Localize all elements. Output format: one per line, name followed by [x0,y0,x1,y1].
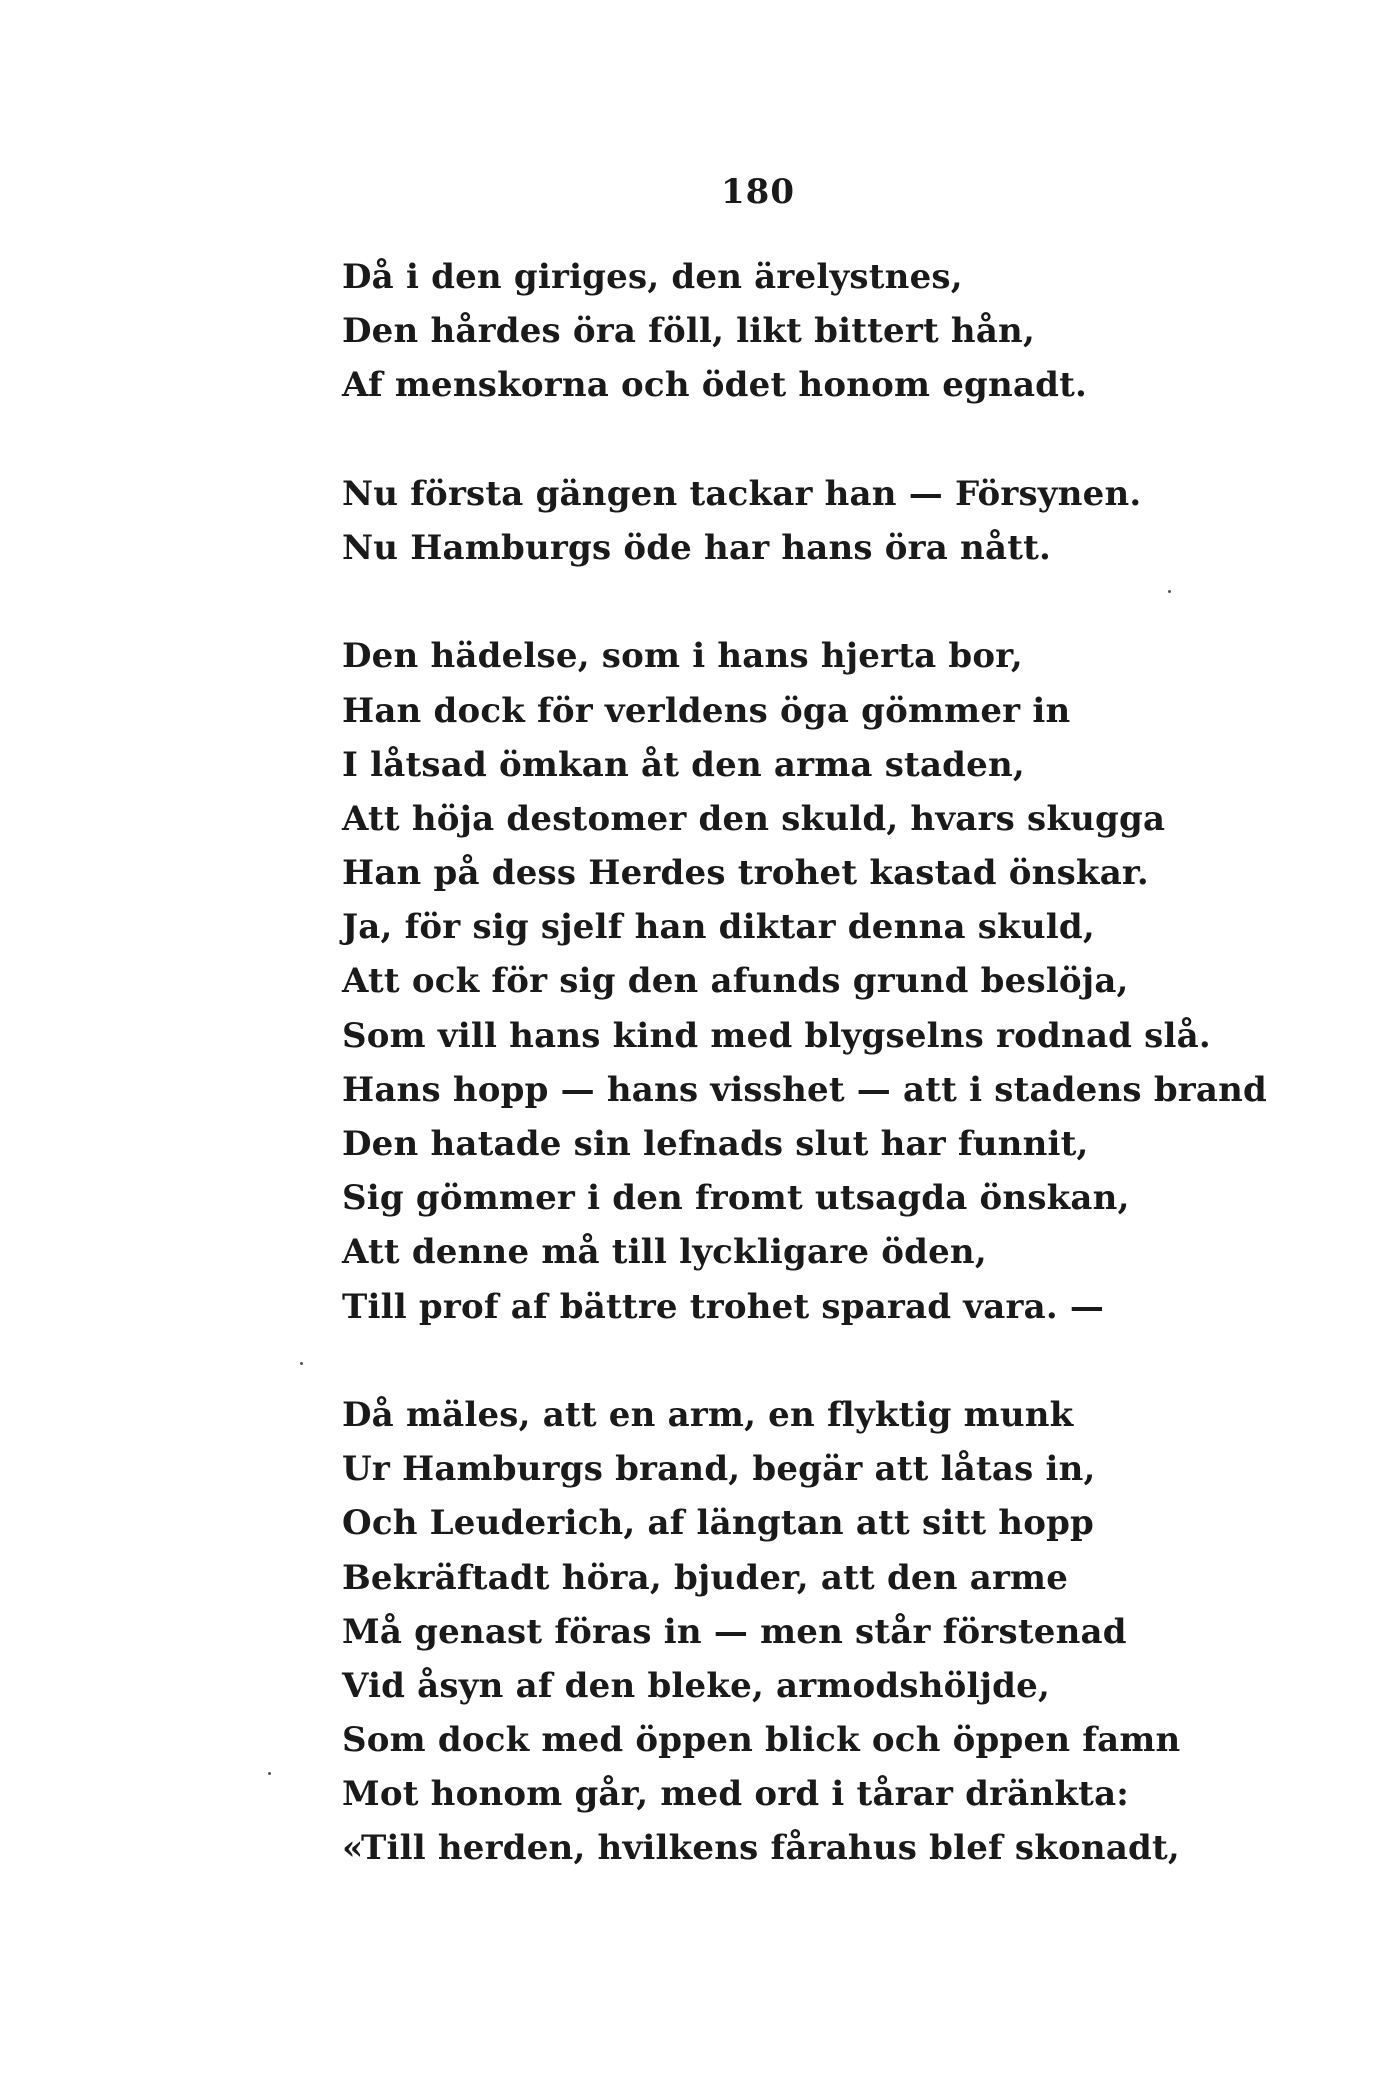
verse-line: Att denne må till lyckligare öden, [342,1232,987,1273]
verse-line: Af menskorna och ödet honom egnadt. [342,365,1088,406]
verse-line: Ja, för sig sjelf han diktar denna skuld, [342,907,1095,948]
stanza-2 [342,467,1342,575]
verse-line: Han dock för verldens öga gömmer in [342,690,1071,731]
verse-line: Som dock med öppen blick och öppen famn [342,1720,1181,1761]
verse-line: Vid åsyn af den bleke, armodshöljde, [342,1665,1051,1706]
verse-line: Bekräftadt höra, bjuder, att den arme [342,1557,1069,1598]
page-number: 180 [721,172,795,212]
stanza-1 [342,250,1342,413]
verse-line: I låtsad ömkan åt den arma staden, [342,744,1025,785]
stanza-gap [342,413,1342,467]
verse-line: Nu första gängen tackar han — Försynen. [342,473,1142,514]
verse-line: Nu Hamburgs öde har hans öra nått. [342,527,1052,568]
stanza-gap [342,1334,1342,1388]
stanza-3 [342,629,1342,1333]
verse-line: Att höja destomer den skuld, hvars skugga [342,798,1166,839]
verse-line: Ur Hamburgs brand, begär att låtas in, [342,1449,1096,1490]
stanza-gap [342,575,1342,629]
print-speck [1168,590,1171,593]
verse-line: Att ock för sig den afunds grund beslöja, [342,961,1129,1002]
verse-line: Och Leuderich, af längtan att sitt hopp [342,1503,1095,1544]
verse-line: Då i den giriges, den ärelystnes, [342,257,963,297]
print-speck [268,1772,271,1775]
verse-line: Som vill hans kind med blygselns rodnad slå. [342,1015,1211,1056]
verse-line: «Till herden, hvilkens fårahus blef skonadt, [342,1828,1180,1869]
verse-line: Den hädelse, som i hans hjerta bor, [342,636,1023,677]
verse-line: Den hårdes öra föll, likt bittert hån, [342,311,1036,352]
poem-text [342,250,1342,1876]
verse-line: Den hatade sin lefnads slut har funnit, [342,1124,1089,1164]
verse-line: Hans hopp — hans visshet — att i stadens brand [342,1069,1268,1110]
print-speck [300,1362,303,1365]
verse-line: Må genast föras in — men står förstenad [342,1611,1127,1652]
verse-line: Han på dess Herdes trohet kastad önskar. [342,853,1149,894]
verse-line: Sig gömmer i den fromt utsagda önskan, [342,1178,1130,1219]
verse-line: Då mäles, att en arm, en flyktig munk [342,1394,1074,1435]
verse-line: Mot honom går, med ord i tårar dränkta: [342,1774,1130,1815]
stanza-4 [342,1388,1342,1876]
verse-line: Till prof af bättre trohet sparad vara. — [342,1286,1105,1327]
